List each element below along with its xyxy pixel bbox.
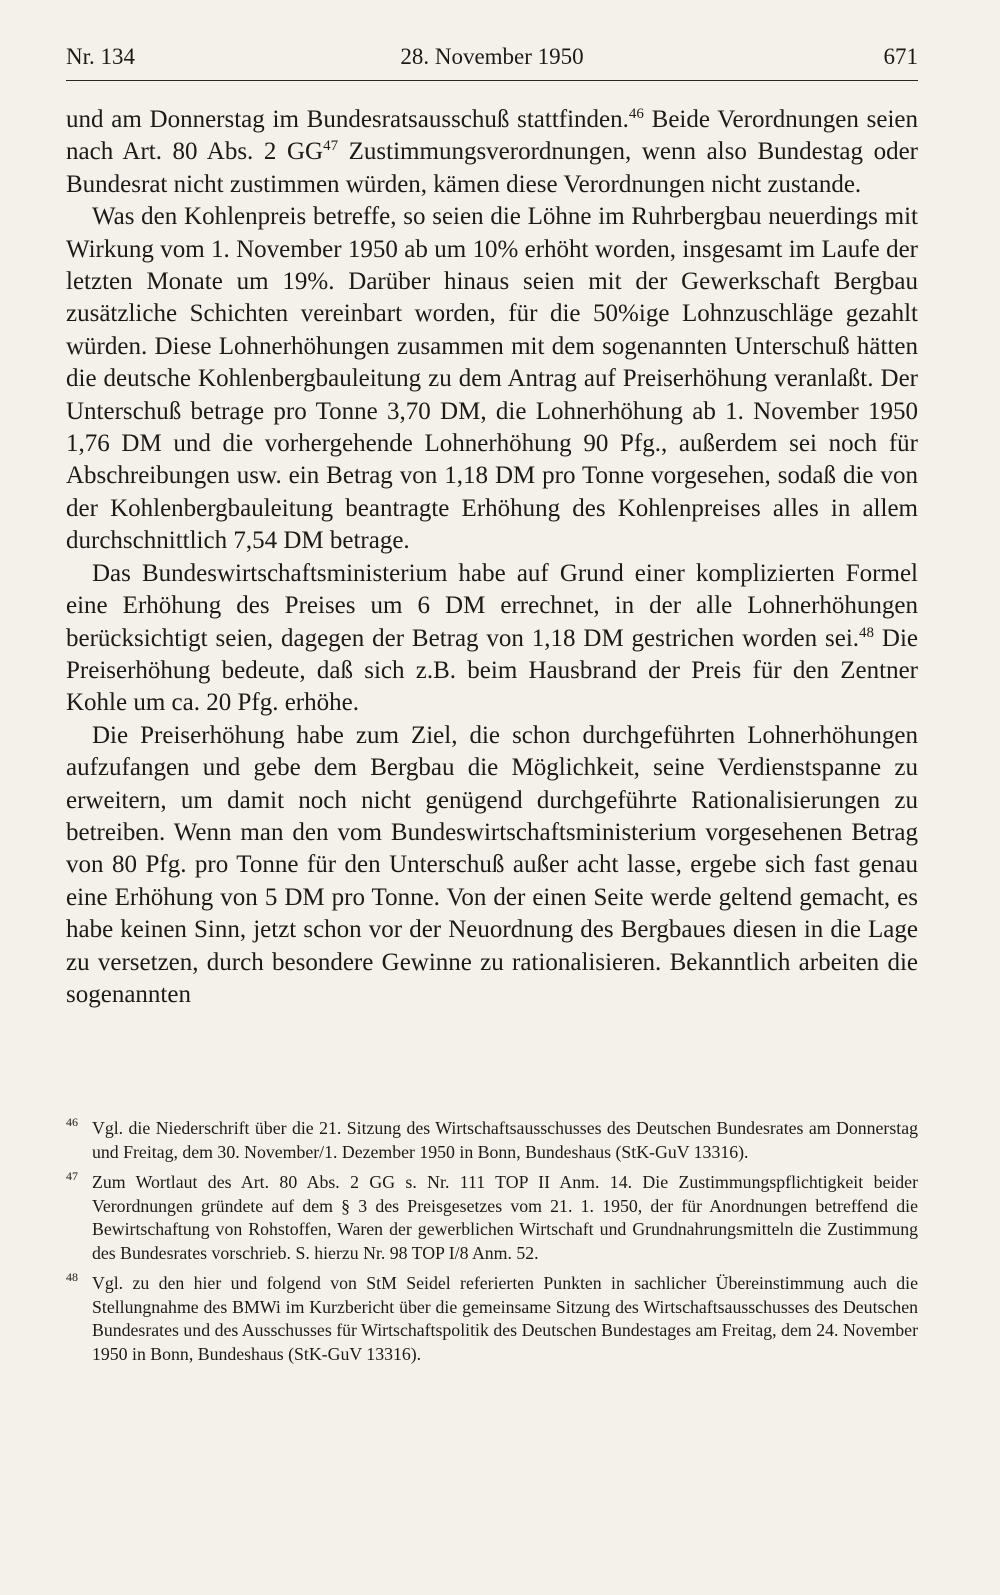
text-run: Zustimmungsverordnungen, wenn also Bundestag oder Bundesrat nicht zustimmen würden, kämen diese Verordnungen nicht zustande. — [66, 138, 918, 198]
text-run: Das Bundeswirtschaftsministerium habe auf Grund einer komplizierten Formel eine Erhöhung des Preises um 6 DM errechnet, in der alle Lohnerhöhungen berücksichtigt seien, dagegen der Betrag von 1,18 DM gestrichen worden sei. — [66, 559, 918, 652]
footnote — [66, 1272, 918, 1366]
paragraph — [66, 558, 918, 720]
page-number: 671 — [883, 44, 918, 69]
footnote-number: 47 — [66, 1169, 78, 1183]
issue-number: Nr. 134 — [66, 44, 135, 69]
footnote-ref[interactable]: 47 — [323, 138, 339, 155]
footnote-number: 48 — [66, 1270, 78, 1284]
footnote-text: Zum Wortlaut des Art. 80 Abs. 2 GG s. Nr. 111 TOP II Anm. 14. Die Zustimmungspflichtigkeit beider Verordnungen gründete auf dem § 3 des Preisgesetzes vom 21. 1. 1950, der für Anordnungen betreffend die Bewirtschaftung von Rohstoffen, Waren der gewerblichen Wirtschaft und Grundnahrungsmitteln die Zustimmung des Bundesrates vorschrieb. S. hierzu Nr. 98 TOP I/8 Anm. 52. — [92, 1172, 918, 1263]
paragraph — [66, 104, 918, 201]
text-run: Was den Kohlenpreis betreffe, so seien die Löhne im Ruhrbergbau neuerdings mit Wirkung vom 1. November 1950 ab um 10% erhöht worden, insgesamt im Laufe der letzten Monate um 19%. Darüber hinaus seien mit der Gewerkschaft Bergbau zusätzliche Schichten vereinbart worden, für die 50%ige Lohnzuschläge gezahlt würden. Diese Lohnerhöhungen zusammen mit dem sogenannten Unterschuß hätten die deutsche Kohlenbergbauleitung zu dem Antrag auf Preiserhöhung veranlaßt. Der Unterschuß betrage pro Tonne 3,70 DM, die Lohnerhöhung ab 1. November 1950 1,76 DM und die vorhergehende Lohnerhöhung 90 Pfg., außerdem sei noch für Abschreibungen usw. ein Betrag von 1,18 DM pro Tonne vorgesehen, sodaß die von der Kohlenbergbauleitung beantragte Erhöhung des Kohlenpreises alles in allem durchschnittlich 7,54 DM betrage. — [66, 203, 918, 555]
footnote — [66, 1117, 918, 1164]
text-run: und am Donnerstag im Bundesratsausschuß stattfinden. — [66, 106, 629, 133]
text-run: Die Preiserhöhung habe zum Ziel, die schon durchgeführten Lohnerhöhungen aufzufangen und gebe dem Bergbau die Möglichkeit, seine Verdienstspanne zu erweitern, um damit noch nicht genügend durchgeführte Rationalisierungen zu betreiben. Wenn man den vom Bundeswirtschaftsministerium vorgesehenen Betrag von 80 Pfg. pro Tonne für den Unterschuß außer acht lasse, ergebe sich fast genau eine Erhöhung von 5 DM pro Tonne. Von der einen Seite werde geltend gemacht, es habe keinen Sinn, jetzt schon vor der Neuordnung des Bergbaues diesen in die Lage zu versetzen, durch besondere Gewinne zu rationalisieren. Bekanntlich arbeiten die sogenannten — [66, 721, 918, 1008]
text-run: Die Preiserhöhung bedeute, daß sich z.B. beim Hausbrand der Preis für den Zentner Kohle um ca. 20 Pfg. erhöhe. — [66, 624, 918, 717]
footnote-number: 46 — [66, 1115, 78, 1129]
footnote-ref[interactable]: 48 — [859, 624, 875, 641]
paragraph — [66, 720, 918, 1012]
running-header — [66, 40, 918, 81]
footnotes — [66, 1117, 918, 1373]
footnote-text: Vgl. die Niederschrift über die 21. Sitzung des Wirtschaftsausschusses des Deutschen Bundesrates am Donnerstag und Freitag, dem 30. November/1. Dezember 1950 in Bonn, Bundeshaus (StK-GuV 13316). — [92, 1118, 918, 1162]
header-date: 28. November 1950 — [400, 44, 584, 69]
paragraph — [66, 201, 918, 557]
text-run: Beide Verordnungen seien nach Art. 80 Abs. 2 GG — [66, 106, 918, 166]
main-text — [66, 104, 918, 1011]
footnote-text: Vgl. zu den hier und folgend von StM Seidel referierten Punkten in sachlicher Übereinstimmung auch die Stellungnahme des BMWi im Kurzbericht über die gemeinsame Sitzung des Wirtschaftsausschusses des Deutschen Bundesrates und des Ausschusses für Wirtschaftspolitik des Deutschen Bundestages am Freitag, dem 24. November 1950 in Bonn, Bundeshaus (StK-GuV 13316). — [92, 1273, 918, 1364]
footnote-ref[interactable]: 46 — [628, 106, 644, 122]
footnote — [66, 1171, 918, 1265]
